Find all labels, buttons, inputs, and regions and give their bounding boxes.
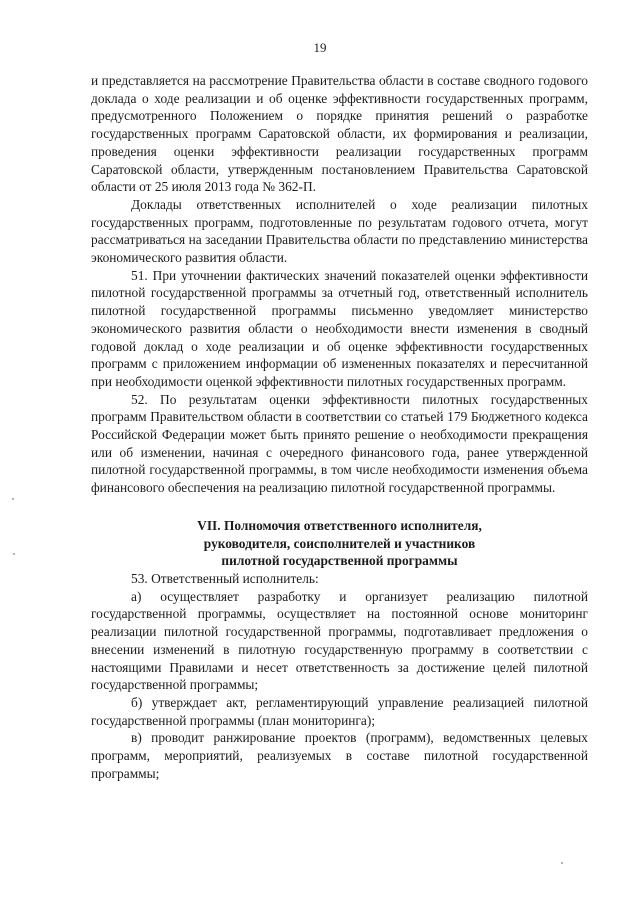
scan-speck bbox=[13, 553, 15, 555]
paragraph-53: 53. Ответственный исполнитель: bbox=[131, 570, 319, 586]
paragraph-reports: Доклады ответственных исполнителей о ходе реализации пилотных государственных программ, подготовленные по результатам годового отчета, могут рассматриваться на заседании Правительства области по представлению министерства экономического развития области. bbox=[91, 196, 588, 266]
list-item-v: в) проводит ранжирование проектов (программ), ведомственных целевых программ, мероприятий, реализуемых в составе пилотной государственной программы; bbox=[91, 730, 588, 781]
section-heading bbox=[91, 517, 588, 570]
section-heading-line-1: VII. Полномочия ответственного исполнителя, bbox=[197, 517, 482, 533]
scan-speck bbox=[12, 498, 14, 500]
paragraph-52: 52. По результатам оценки эффективности пилотных государственных программ Правительством области в соответствии со статьей 179 Бюджетного кодекса Российской Федерации может быть принято решение о необходимости прекращения или об изменении, начиная с очередного финансового года, ранее утвержденной пилотной государственной программы, в том числе необходимости изменения объема финансового обеспечения на реализацию пилотной государственной программы. bbox=[91, 391, 588, 496]
scan-speck bbox=[561, 862, 563, 864]
section-heading-line-2: руководителя, соисполнителей и участников bbox=[203, 535, 476, 551]
section-heading-line-3: пилотной государственной программы bbox=[221, 553, 458, 569]
list-item-a: а) осуществляет разработку и организует реализацию пилотной государственной программы, осуществляет на постоянной основе мониторинг реализации пилотной государственной программы, подготавливает предложения о внесении изменений в пилотную государственную программу в соответствии с настоящими Правилами и несет ответственность за достижение целей пилотной государственной программы; bbox=[91, 588, 588, 693]
paragraph-continuation: и представляется на рассмотрение Правительства области в составе сводного годового доклада о ходе реализации и об оценке эффективности государственных программ, предусмотренного Положением о порядке принятия решений о разработке государственных программ Саратовской области, их формирования и реализации, проведения оценки эффективности реализации государственных программ Саратовской области, утвержденным постановлением Правительства Саратовской области от 25 июля 2013 года № 362-П. bbox=[91, 73, 588, 195]
document-body bbox=[91, 72, 588, 782]
paragraph-51: 51. При уточнении фактических значений показателей оценки эффективности пилотной государственной программы за отчетный год, ответственный исполнитель пилотной государственной программы письменно уведомляет министерство экономического развития области о необходимости внести изменения в сводный годовой доклад о ходе реализации и об оценке эффективности государственных программ с приложением информации об измененных показателях и пересчитанной при необходимости оценкой эффективности пилотных государственных программ. bbox=[91, 267, 588, 389]
list-item-b: б) утверждает акт, регламентирующий управление реализацией пилотной государственной программы (план мониторинга); bbox=[91, 694, 588, 728]
page-number: 19 bbox=[313, 40, 327, 55]
